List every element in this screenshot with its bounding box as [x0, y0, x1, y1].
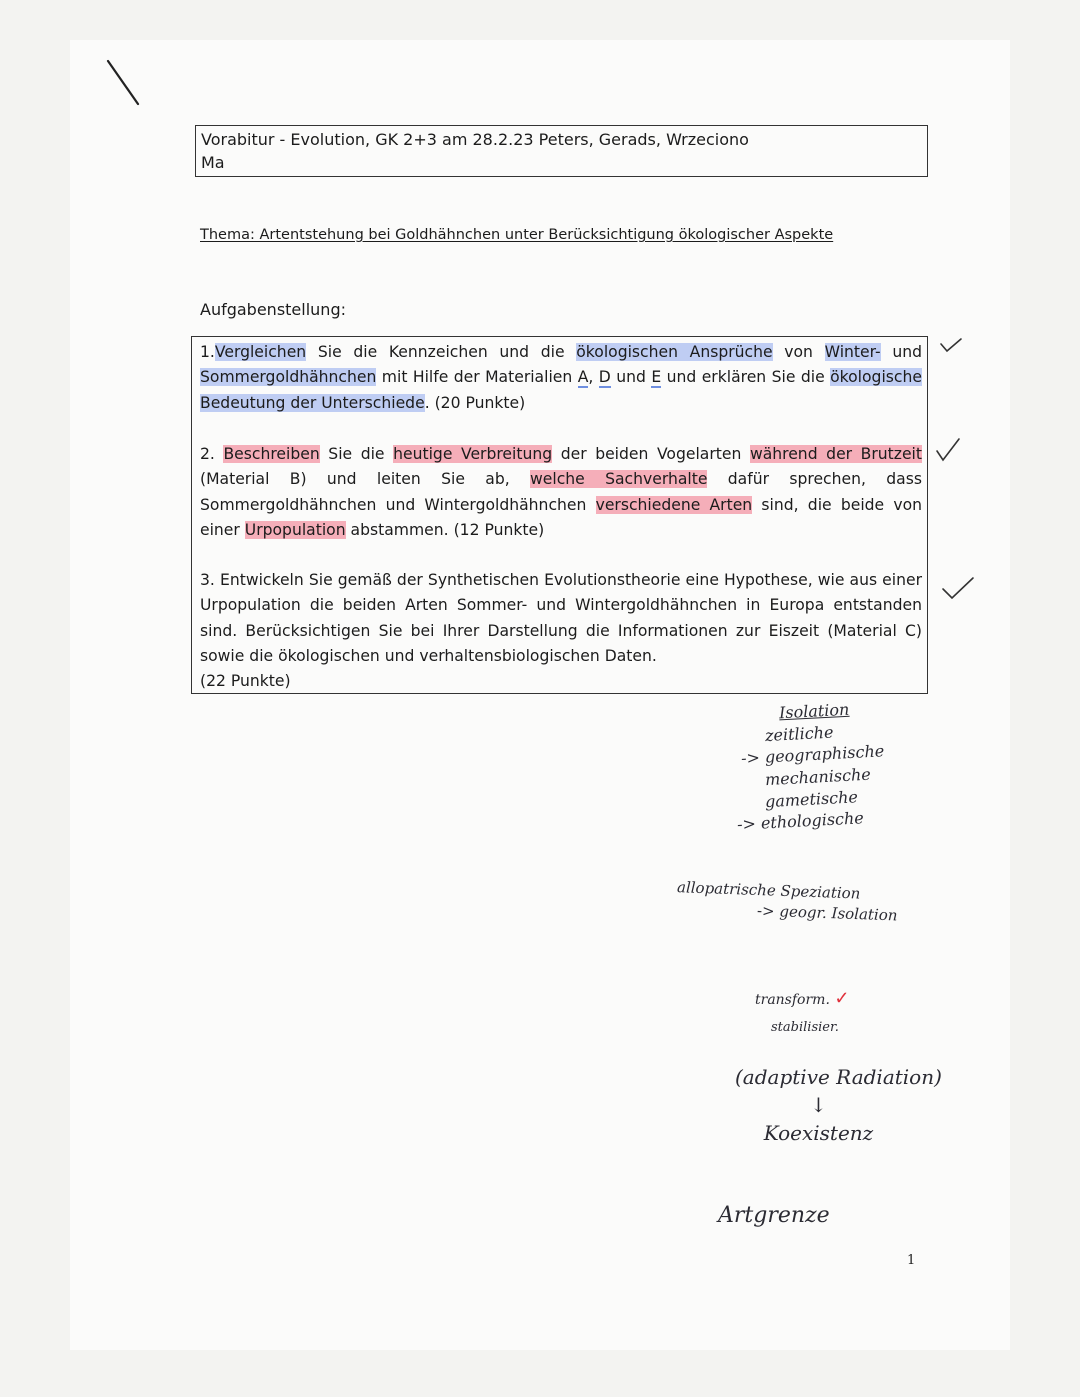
task-1-text: und erklären Sie die — [661, 368, 825, 387]
task-2-text: sind, die beide von einer — [200, 495, 922, 539]
task-1-text: Sie die Kennzeichen und die — [306, 343, 565, 361]
task-1-text: und — [880, 343, 923, 361]
note-artgrenze: Artgrenze — [718, 1203, 830, 1228]
task-1-text: . (20 Punkte) — [424, 393, 526, 412]
task-3 — [200, 568, 922, 694]
tasks-heading: Aufgabenstellung: — [200, 300, 346, 319]
task-2-text: der beiden Vogelarten — [552, 445, 742, 463]
exam-header-line1: Vorabitur - Evolution, GK 2+3 am 28.2.23 Peters, Gerads, Wrzeciono — [201, 130, 749, 149]
underline-material: D — [598, 368, 611, 387]
underline-material: A — [577, 368, 589, 387]
exam-header-box — [195, 125, 928, 177]
highlight-blue: Winter- — [824, 343, 881, 361]
note-allopatric-line1: allopatrische Speziation — [676, 878, 861, 903]
task-3-points: (22 Punkte) — [200, 672, 291, 691]
highlight-pink: Urpopulation — [244, 520, 346, 539]
task-3-text: 3. Entwickeln Sie gemäß der Synthetischen Evolutionstheorie eine Hypothese, wie aus einer Urpopulation die beiden Arten Sommer- und Wintergoldhähnchen in Europa entstanden sind. Berücksichtigen Sie bei Ihrer Darstellung die Informationen zur Eiszeit (Material C) sowie die ökologischen und verhaltensbiologischen Daten. — [200, 571, 922, 665]
highlight-blue: ökologischen Ansprüche — [576, 343, 773, 361]
checkmark-icon — [938, 336, 964, 356]
note-transform — [755, 985, 849, 1041]
task-1-number: 1. — [200, 343, 215, 361]
note-isolation-item: mechanische — [764, 764, 872, 790]
checkmark-red-icon: ✓ — [834, 988, 850, 1009]
note-isolation — [736, 699, 885, 834]
note-allopatric-line2: -> geogr. Isolation — [756, 901, 898, 925]
note-adaptive-line1: (adaptive Radiation) — [735, 1065, 942, 1089]
note-isolation-item: gametische — [764, 787, 859, 812]
highlight-pink: welche Sachverhalte — [530, 470, 708, 489]
note-isolation-title: Isolation — [778, 699, 850, 723]
note-transform-line2: stabilisier. — [771, 1020, 839, 1035]
task-1 — [200, 340, 922, 416]
note-transform-line1: transform. — [755, 992, 830, 1008]
topic-title: Thema: Artentstehung bei Goldhähnchen unter Berücksichtigung ökologischer Aspekte — [200, 227, 834, 243]
task-2 — [200, 442, 922, 543]
task-2-number: 2. — [200, 445, 224, 463]
task-2-text: dafür sprechen, dass Sommergoldhähnchen und Wintergoldhähnchen — [200, 470, 922, 514]
highlight-pink: verschiedene Arten — [595, 495, 753, 514]
note-adaptive-line2: Koexistenz — [763, 1121, 874, 1145]
note-allopatric — [677, 880, 898, 924]
task-1-text: , — [588, 368, 599, 387]
highlight-pink: während der Brutzeit — [749, 445, 922, 463]
page-number: 1 — [907, 1253, 916, 1268]
task-2-text: abstammen. (12 Punkte) — [345, 520, 545, 539]
highlight-blue: ökologische Bedeutung der Unterschiede — [200, 368, 922, 412]
highlight-blue: Sommergoldhähnchen — [200, 368, 377, 387]
note-adaptive-radiation — [735, 1063, 942, 1147]
checkmark-icon — [934, 436, 962, 464]
underline-material: E — [651, 368, 662, 387]
task-1-text: mit Hilfe der Materialien — [376, 368, 578, 387]
task-2-text: Sie die — [319, 445, 394, 463]
checkmark-icon — [940, 574, 976, 602]
note-isolation-item: -> geographische — [740, 741, 885, 768]
down-arrow-icon: ↓ — [810, 1093, 827, 1117]
corner-slash-mark — [105, 58, 145, 108]
note-isolation-item: zeitliche — [764, 722, 834, 746]
task-2-text: (Material B) und leiten Sie ab, — [200, 470, 531, 489]
note-isolation-item: -> ethologische — [736, 808, 865, 834]
task-1-text: und — [610, 368, 652, 387]
exam-header-line2: Ma — [201, 153, 225, 172]
highlight-pink: Beschreiben — [223, 445, 320, 463]
highlight-pink: heutige Verbreitung — [393, 445, 553, 463]
highlight-blue: Vergleichen — [214, 343, 307, 361]
task-1-text: von — [772, 343, 813, 361]
